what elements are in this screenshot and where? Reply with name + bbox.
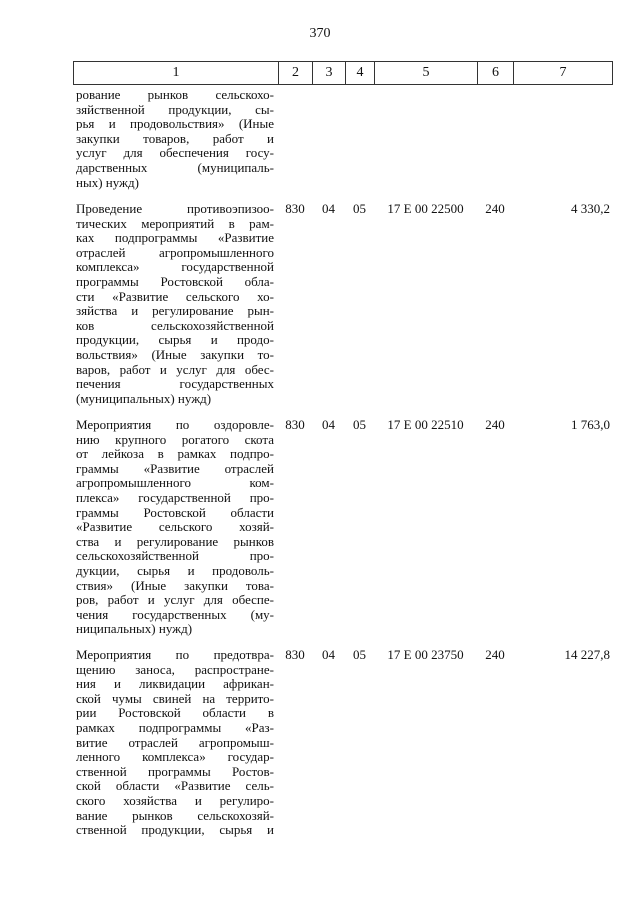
desc-line: ского хозяйства и регулиро- [76,792,274,808]
desc-line: граммы «Развитие отраслей [76,460,274,476]
page-number: 370 [309,26,331,41]
cell-amount: 4 330,2 [571,201,610,216]
desc-line: граммы Ростовской области [76,504,274,520]
desc-line: ленного комплекса» государ- [76,749,274,765]
desc-line: ров, работ и услуг для обеспе- [76,592,274,608]
header-col-1: 1 [74,62,279,84]
desc-line: Проведение противоэпизоо- [76,201,274,216]
desc-line: зяйственной продукции, сы- [76,101,274,117]
desc-line: рование рынков сельскохо- [76,87,274,102]
cell-subsection: 05 [353,201,366,216]
desc-line: вольствия» (Иные закупки то- [76,346,274,362]
desc-line: рии Ростовской области в [76,705,274,721]
row-description [76,418,274,637]
desc-line: рья и продовольствия» (Иные [76,116,274,132]
desc-line: дарственных (муниципаль- [76,159,274,175]
desc-line: плекса» государственной про- [76,489,274,505]
desc-line: Мероприятия по предотвра- [76,647,274,662]
cell-expense-type: 240 [485,647,505,662]
desc-line: ствия» (Иные закупки това- [76,577,274,593]
header-col-3: 3 [313,62,346,84]
table-header-row [73,61,613,85]
cell-expense-type: 240 [485,417,505,432]
desc-line: ственной программы Ростов- [76,763,274,779]
desc-line: от лейкоза в рамках подпро- [76,446,274,462]
cell-ministry-code: 830 [285,417,305,432]
desc-line: рамках подпрограммы «Раз- [76,719,274,735]
desc-line: ных) нужд) [76,174,139,190]
cell-target-article: 17 Е 00 22510 [387,417,464,432]
desc-line: комплекса» государственной [76,259,274,275]
cell-subsection: 05 [353,417,366,432]
row-description [76,202,274,406]
desc-line: печения государственных [76,376,274,392]
budget-table [73,61,613,838]
desc-line: ства и регулирование рынков [76,533,274,549]
desc-line: нию крупного рогатого скота [76,431,274,447]
cell-subsection: 05 [353,647,366,662]
cell-target-article: 17 Е 00 22500 [387,201,464,216]
header-col-4: 4 [346,62,375,84]
desc-line: продукции, сырья и продо- [76,332,274,348]
cell-section: 04 [322,201,335,216]
cell-amount: 14 227,8 [564,647,610,662]
desc-line: варов, работ и услуг для обес- [76,361,274,377]
desc-line: Мероприятия по оздоровле- [76,417,274,432]
desc-line: ственной продукции, сырья и [76,822,274,838]
desc-line: ках подпрограммы «Развитие [76,230,274,246]
desc-line: услуг для обеспечения госу- [76,145,274,161]
desc-line: отраслей агропромышленного [76,244,274,260]
desc-line: закупки товаров, работ и [76,130,274,146]
desc-line: дукции, сырья и продоволь- [76,562,274,578]
desc-line: чения государственных (му- [76,606,274,622]
cell-section: 04 [322,647,335,662]
desc-line: сельскохозяйственной про- [76,548,274,564]
desc-line: витие отраслей агропромыш- [76,734,274,750]
desc-line: агропромышленного ком- [76,475,274,491]
header-col-6: 6 [478,62,514,84]
desc-line: ской чумы свиней на террито- [76,690,274,706]
desc-line: зяйства и регулирование рын- [76,303,274,319]
desc-line: тических мероприятий в рам- [76,215,274,231]
cell-ministry-code: 830 [285,201,305,216]
desc-line: (муниципальных) нужд) [76,390,212,406]
cell-amount: 1 763,0 [571,417,610,432]
desc-line: ской области «Развитие сель- [76,778,274,794]
desc-line: вание рынков сельскохозяй- [76,807,274,823]
desc-line: сти «Развитие сельского хо- [76,288,274,304]
cell-ministry-code: 830 [285,647,305,662]
desc-line: программы Ростовской обла- [76,273,274,289]
cell-section: 04 [322,417,335,432]
row-description [76,88,274,190]
desc-line: «Развитие сельского хозяй- [76,519,274,535]
header-col-2: 2 [279,62,313,84]
cell-expense-type: 240 [485,201,505,216]
header-col-7: 7 [559,65,567,80]
desc-line: ния и ликвидации африкан- [76,676,274,692]
desc-line: щению заноса, распростране- [76,661,274,677]
row-description [76,648,274,838]
desc-line: ков сельскохозяйственной [76,317,274,333]
cell-target-article: 17 Е 00 23750 [387,647,464,662]
header-col-5: 5 [375,62,478,84]
desc-line: ниципальных) нужд) [76,621,193,637]
